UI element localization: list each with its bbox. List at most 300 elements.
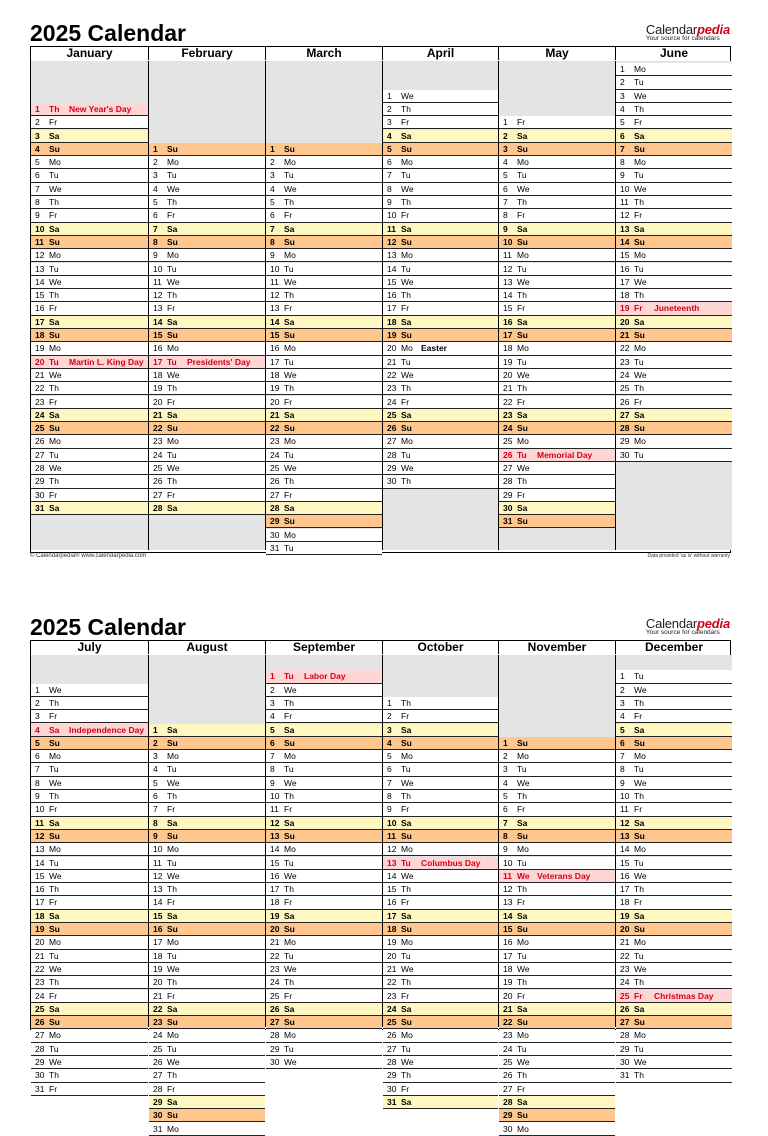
day-cell: 20 Su <box>266 923 382 936</box>
day-cell: 8 Tu <box>616 763 732 776</box>
day-cell: 14 We <box>383 870 498 883</box>
day-cell: 9 Mo <box>499 843 615 856</box>
day-cell: 19 Su <box>383 329 498 342</box>
day-cell: 25 Sa <box>383 409 498 422</box>
day-cell: 29 Tu <box>616 1043 732 1056</box>
day-cell: 9 Mo <box>266 249 382 262</box>
day-cell: 5 Su <box>31 737 148 750</box>
day-cell: 11 Th <box>616 196 732 209</box>
day-cell: 4 Su <box>383 737 498 750</box>
brand-pedia: pedia <box>697 616 730 631</box>
day-cell: 3 We <box>616 90 732 103</box>
day-cell: 21 Tu <box>31 950 148 963</box>
day-cell: 25 Sa <box>31 1003 148 1016</box>
day-cell: 3 Fr <box>31 710 148 723</box>
day-cell: 2 Mo <box>499 750 615 763</box>
day-cell: 21 Sa <box>499 1003 615 1016</box>
day-cell: 5 Sa <box>616 724 732 737</box>
day-cell: 27 Fr <box>266 489 382 502</box>
day-cell: 11 Fr <box>266 803 382 816</box>
day-cell: 8 We <box>31 777 148 790</box>
day-cell: 29 Su <box>266 515 382 528</box>
day-cell: 20 Fr <box>149 396 265 409</box>
day-cell: 28 Tu <box>31 1043 148 1056</box>
day-cell: 15 Sa <box>149 910 265 923</box>
day-cell: 28 Sa <box>499 1096 615 1109</box>
day-cell: 24 Th <box>616 976 732 989</box>
day-cell: 28 Mo <box>266 1029 382 1042</box>
day-cell: 6 Mo <box>31 750 148 763</box>
day-cell: 12 Th <box>499 883 615 896</box>
day-cell: 28 Sa <box>149 502 265 515</box>
day-cell: 16 Tu <box>616 263 732 276</box>
day-cell: 23 Fr <box>383 990 498 1003</box>
day-cell: 23 Fr <box>31 396 148 409</box>
day-cell: 6 Fr <box>499 803 615 816</box>
day-cell: 13 Fr <box>149 302 265 315</box>
day-cell: 10 Fr <box>31 803 148 816</box>
day-cell: 17 Mo <box>149 936 265 949</box>
brand-tagline: Your source for calendars <box>645 629 720 636</box>
day-cell: 29 We <box>383 462 498 475</box>
day-cell: 12 Mo <box>383 843 498 856</box>
day-cell: 5 Mo <box>383 750 498 763</box>
day-cell: 26 Su <box>383 422 498 435</box>
day-cell: 5 Th <box>499 790 615 803</box>
month-column-august <box>148 655 265 1134</box>
day-cell: 1 Th New Year's Day <box>31 103 148 116</box>
day-cell: 1 Su <box>499 737 615 750</box>
day-cell: 8 Tu <box>266 763 382 776</box>
day-cell: 20 Tu Martin L. King Day <box>31 356 148 369</box>
day-cell: 25 Su <box>383 1016 498 1029</box>
day-cell: 14 We <box>31 276 148 289</box>
day-cell: 2 Sa <box>499 130 615 143</box>
day-cell: 29 Fr <box>499 489 615 502</box>
day-cell: 27 Su <box>616 1016 732 1029</box>
day-cell: 6 Sa <box>616 130 732 143</box>
day-cell: 7 Fr <box>149 803 265 816</box>
day-cell: 18 Sa <box>31 910 148 923</box>
day-cell: 30 Fr <box>31 489 148 502</box>
month-column-may <box>498 61 615 550</box>
month-column-october <box>382 655 498 1107</box>
day-cell: 31 Th <box>616 1069 732 1082</box>
day-cell: 18 Fr <box>616 896 732 909</box>
day-cell: 19 We <box>149 963 265 976</box>
month-column-march <box>265 61 382 553</box>
day-cell: 19 Mo <box>383 936 498 949</box>
day-cell: 24 Mo <box>149 1029 265 1042</box>
day-cell: 30 Mo <box>266 529 382 542</box>
day-cell: 6 We <box>499 183 615 196</box>
day-cell: 20 Tu <box>383 950 498 963</box>
calendar-page-1 <box>0 0 768 560</box>
day-cell: 2 Tu <box>616 76 732 89</box>
day-cell: 21 Mo <box>616 936 732 949</box>
day-cell: 6 Th <box>149 790 265 803</box>
day-cell: 12 Tu <box>499 263 615 276</box>
day-cell: 12 We <box>149 870 265 883</box>
day-cell: 10 We <box>616 183 732 196</box>
day-cell: 14 Th <box>499 289 615 302</box>
day-cell: 22 Th <box>31 382 148 395</box>
day-cell: 10 Tu <box>149 263 265 276</box>
day-cell: 1 Fr <box>499 116 615 129</box>
holiday-label: Juneteenth <box>654 303 700 314</box>
day-cell: 15 Su <box>499 923 615 936</box>
day-cell: 1 Su <box>266 143 382 156</box>
day-cell: 1 We <box>383 90 498 103</box>
day-cell: 22 Sa <box>149 1003 265 1016</box>
month-header-july: July <box>77 640 102 654</box>
day-cell: 19 Mo <box>31 342 148 355</box>
day-cell: 13 Su <box>266 830 382 843</box>
day-cell: 19 Su <box>31 923 148 936</box>
day-cell: 28 We <box>31 462 148 475</box>
day-cell: 11 Fr <box>616 803 732 816</box>
day-cell: 10 Tu <box>499 857 615 870</box>
day-cell: 29 Mo <box>616 435 732 448</box>
day-cell: 7 Tu <box>383 169 498 182</box>
day-cell: 12 Sa <box>616 817 732 830</box>
day-cell: 21 We <box>383 963 498 976</box>
day-cell: 25 Su <box>31 422 148 435</box>
day-cell: 21 Tu <box>383 356 498 369</box>
day-cell: 5 Mo <box>31 156 148 169</box>
day-cell: 26 Tu Memorial Day <box>499 449 615 462</box>
day-cell: 2 We <box>616 684 732 697</box>
day-cell: 24 Tu <box>266 449 382 462</box>
day-cell: 5 Th <box>149 196 265 209</box>
day-cell: 28 Th <box>499 475 615 488</box>
day-cell: 6 Tu <box>31 169 148 182</box>
day-cell: 13 Su <box>616 830 732 843</box>
day-cell: 18 Tu <box>149 950 265 963</box>
brand-tagline: Your source for calendars <box>645 35 720 42</box>
day-cell: 11 Su <box>383 830 498 843</box>
day-cell: 30 We <box>616 1056 732 1069</box>
day-cell: 16 We <box>616 870 732 883</box>
day-cell: 17 Th <box>266 883 382 896</box>
day-cell: 22 Fr <box>499 396 615 409</box>
day-cell: 30 Mo <box>499 1123 615 1136</box>
day-cell: 16 Mo <box>266 342 382 355</box>
day-cell: 6 Tu <box>383 763 498 776</box>
day-cell: 26 Th <box>149 475 265 488</box>
day-cell: 18 Su <box>383 923 498 936</box>
month-header-january: January <box>66 46 113 60</box>
month-header-november: November <box>498 641 615 654</box>
day-cell: 28 We <box>383 1056 498 1069</box>
day-cell: 12 Fr <box>616 209 732 222</box>
day-cell: 9 Th <box>383 196 498 209</box>
month-column-december <box>615 655 732 1081</box>
day-cell: 18 Th <box>616 289 732 302</box>
day-cell: 23 Su <box>149 1016 265 1029</box>
day-cell: 4 We <box>266 183 382 196</box>
day-cell: 3 Fr <box>383 116 498 129</box>
day-cell: 15 We <box>383 276 498 289</box>
day-cell: 10 Sa <box>383 817 498 830</box>
day-cell: 7 Tu <box>31 763 148 776</box>
day-cell: 4 Fr <box>616 710 732 723</box>
day-cell: 22 We <box>383 369 498 382</box>
day-cell: 16 Mo <box>499 936 615 949</box>
day-cell: 19 Tu <box>499 356 615 369</box>
day-cell: 29 Th <box>383 1069 498 1082</box>
calendarpedia-logo <box>646 22 730 42</box>
day-cell: 25 Mo <box>499 435 615 448</box>
day-cell: 19 Fr Juneteenth <box>616 302 732 315</box>
day-cell: 24 Tu <box>499 1043 615 1056</box>
day-cell: 8 Th <box>31 196 148 209</box>
day-cell: 8 Su <box>266 236 382 249</box>
day-cell: 3 Su <box>499 143 615 156</box>
day-cell: 26 Th <box>266 475 382 488</box>
day-cell: 2 We <box>266 684 382 697</box>
day-cell: 22 Su <box>266 422 382 435</box>
month-header-february: February <box>148 47 265 60</box>
day-cell: 16 Th <box>383 289 498 302</box>
day-cell: 5 We <box>149 777 265 790</box>
day-cell: 7 Mo <box>616 750 732 763</box>
day-cell: 7 Th <box>499 196 615 209</box>
day-cell: 12 Th <box>266 289 382 302</box>
day-cell: 28 Su <box>616 422 732 435</box>
day-cell: 26 Sa <box>266 1003 382 1016</box>
day-cell: 22 Tu <box>616 950 732 963</box>
day-cell: 4 Fr <box>266 710 382 723</box>
day-cell: 12 Mo <box>31 249 148 262</box>
day-cell: 14 Fr <box>149 896 265 909</box>
day-cell: 8 Fr <box>499 209 615 222</box>
month-header-may: May <box>498 47 615 60</box>
day-cell: 9 Th <box>31 790 148 803</box>
day-cell: 27 Fr <box>499 1083 615 1096</box>
day-cell: 24 Th <box>266 976 382 989</box>
day-cell: 9 Fr <box>383 803 498 816</box>
day-cell: 8 Su <box>149 236 265 249</box>
month-header-september: September <box>265 641 382 654</box>
day-cell: 1 Sa <box>149 724 265 737</box>
day-cell: 21 Fr <box>149 990 265 1003</box>
day-cell: 9 Mo <box>149 249 265 262</box>
month-column-september <box>265 655 382 1067</box>
day-cell: 24 Fr <box>31 990 148 1003</box>
day-cell: 26 Mo <box>383 1029 498 1042</box>
day-cell: 10 Th <box>266 790 382 803</box>
day-cell: 10 Fr <box>383 209 498 222</box>
day-cell: 31 Fr <box>31 1083 148 1096</box>
day-cell: 13 Mo <box>383 249 498 262</box>
day-cell: 10 Su <box>499 236 615 249</box>
holiday-label: Columbus Day <box>421 857 481 868</box>
day-cell: 10 Sa <box>31 223 148 236</box>
day-cell: 2 Mo <box>149 156 265 169</box>
day-cell: 4 Mo <box>499 156 615 169</box>
day-cell: 5 Su <box>383 143 498 156</box>
day-cell: 26 We <box>149 1056 265 1069</box>
day-cell: 23 Th <box>383 382 498 395</box>
day-cell: 14 Tu <box>383 263 498 276</box>
day-cell: 25 We <box>266 462 382 475</box>
day-cell: 3 Th <box>266 697 382 710</box>
day-cell: 27 Mo <box>383 435 498 448</box>
day-cell: 24 We <box>616 369 732 382</box>
day-cell: 25 Fr Christmas Day <box>616 990 732 1003</box>
footer-copyright: © Calendarpedia® www.calendarpedia.com <box>30 553 147 559</box>
day-cell: 1 We <box>31 684 148 697</box>
day-cell: 8 Su <box>499 830 615 843</box>
day-cell: 26 Fr <box>616 396 732 409</box>
day-cell: 17 Sa <box>31 316 148 329</box>
day-cell: 12 Th <box>149 289 265 302</box>
day-cell: 24 Sa <box>31 409 148 422</box>
day-cell: 7 Su <box>616 143 732 156</box>
day-cell: 20 Su <box>616 923 732 936</box>
day-cell: 17 Fr <box>383 302 498 315</box>
day-cell: 7 Sa <box>266 223 382 236</box>
day-cell: 22 Su <box>499 1016 615 1029</box>
day-cell: 22 Th <box>383 976 498 989</box>
day-cell: 20 We <box>499 369 615 382</box>
holiday-label: Presidents' Day <box>187 356 251 367</box>
day-cell: 6 Su <box>616 737 732 750</box>
brand-pedia: pedia <box>697 22 730 37</box>
day-cell: 23 Mo <box>149 435 265 448</box>
day-cell: 31 Sa <box>383 1096 498 1109</box>
day-cell: 1 Tu <box>616 670 732 683</box>
day-cell: 17 Fr <box>31 896 148 909</box>
day-cell: 28 Sa <box>266 502 382 515</box>
holiday-label: Memorial Day <box>537 449 593 460</box>
day-cell: 10 Th <box>616 790 732 803</box>
day-cell: 19 Th <box>499 976 615 989</box>
day-cell: 11 We <box>149 276 265 289</box>
day-cell: 4 Th <box>616 103 732 116</box>
day-cell: 16 Mo <box>149 342 265 355</box>
day-cell: 12 Su <box>383 236 498 249</box>
day-cell: 17 Th <box>616 883 732 896</box>
brand-main: Calendar <box>645 616 698 631</box>
day-cell: 14 Mo <box>616 843 732 856</box>
day-cell: 2 Mo <box>266 156 382 169</box>
month-column-february <box>148 61 265 550</box>
day-cell: 9 Su <box>149 830 265 843</box>
day-cell: 28 Fr <box>149 1083 265 1096</box>
day-cell: 5 Fr <box>616 116 732 129</box>
day-cell: 17 Tu <box>266 356 382 369</box>
month-header-august: August <box>148 641 265 654</box>
month-header-april: April <box>382 47 498 60</box>
day-cell: 31 Sa <box>31 502 148 515</box>
month-column-november <box>498 655 615 1134</box>
day-cell: 18 We <box>266 369 382 382</box>
day-cell: 19 Th <box>149 382 265 395</box>
month-column-april <box>382 61 498 550</box>
day-cell: 29 Th <box>31 475 148 488</box>
day-cell: 20 Fr <box>266 396 382 409</box>
month-header-october: October <box>382 641 498 654</box>
day-cell: 18 We <box>149 369 265 382</box>
day-cell: 4 We <box>499 777 615 790</box>
day-cell: 29 Su <box>499 1109 615 1122</box>
day-cell: 14 Su <box>616 236 732 249</box>
day-cell: 16 Th <box>31 883 148 896</box>
day-cell: 30 Th <box>31 1069 148 1082</box>
day-cell: 27 We <box>499 462 615 475</box>
day-cell: 4 Su <box>31 143 148 156</box>
month-header-march: March <box>265 47 382 60</box>
day-cell: 7 We <box>383 777 498 790</box>
day-cell: 2 Su <box>149 737 265 750</box>
day-cell: 7 Sa <box>149 223 265 236</box>
day-cell: 2 Fr <box>31 116 148 129</box>
day-cell: 27 Sa <box>616 409 732 422</box>
day-cell: 16 Fr <box>31 302 148 315</box>
day-cell: 27 Tu <box>31 449 148 462</box>
day-cell: 10 Tu <box>266 263 382 276</box>
day-cell: 23 Mo <box>266 435 382 448</box>
day-cell: 3 Tu <box>499 763 615 776</box>
day-cell: 25 Tu <box>149 1043 265 1056</box>
day-cell: 13 Th <box>149 883 265 896</box>
footer-disclaimer: Data provided 'as is' without warranty <box>647 553 730 559</box>
day-cell: 2 Th <box>31 697 148 710</box>
day-cell: 25 Th <box>616 382 732 395</box>
day-cell: 18 Mo <box>499 342 615 355</box>
day-cell: 15 We <box>31 870 148 883</box>
day-cell: 13 Mo <box>31 843 148 856</box>
day-cell: 21 Th <box>499 382 615 395</box>
day-cell: 1 Su <box>149 143 265 156</box>
day-cell: 28 Mo <box>616 1029 732 1042</box>
day-cell: 24 Su <box>499 422 615 435</box>
day-cell: 26 Su <box>31 1016 148 1029</box>
day-cell: 18 We <box>499 963 615 976</box>
day-cell: 17 Tu <box>499 950 615 963</box>
day-cell: 11 Tu <box>149 857 265 870</box>
day-cell: 7 Mo <box>266 750 382 763</box>
day-cell: 28 Tu <box>383 449 498 462</box>
calendar-grid <box>30 46 731 553</box>
day-cell: 18 Sa <box>383 316 498 329</box>
day-cell: 20 Fr <box>499 990 615 1003</box>
day-cell: 5 Tu <box>499 169 615 182</box>
day-cell: 27 Fr <box>149 489 265 502</box>
day-cell: 22 Tu <box>266 950 382 963</box>
day-note: Easter <box>421 343 447 354</box>
day-cell: 17 Sa <box>383 910 498 923</box>
holiday-label: Veterans Day <box>537 870 591 881</box>
day-cell: 16 Su <box>149 923 265 936</box>
day-cell: 6 Fr <box>266 209 382 222</box>
day-cell: 17 We <box>616 276 732 289</box>
day-cell: 23 We <box>266 963 382 976</box>
day-cell: 5 Sa <box>266 724 382 737</box>
day-cell: 11 Sa <box>383 223 498 236</box>
day-cell: 20 Mo <box>31 936 148 949</box>
day-cell: 30 Sa <box>499 502 615 515</box>
day-cell: 11 Sa <box>31 817 148 830</box>
day-cell: 15 Su <box>266 329 382 342</box>
day-cell: 4 Sa <box>383 130 498 143</box>
day-cell: 8 We <box>383 183 498 196</box>
day-cell: 14 Mo <box>266 843 382 856</box>
day-cell: 7 We <box>31 183 148 196</box>
day-cell: 26 Th <box>499 1069 615 1082</box>
